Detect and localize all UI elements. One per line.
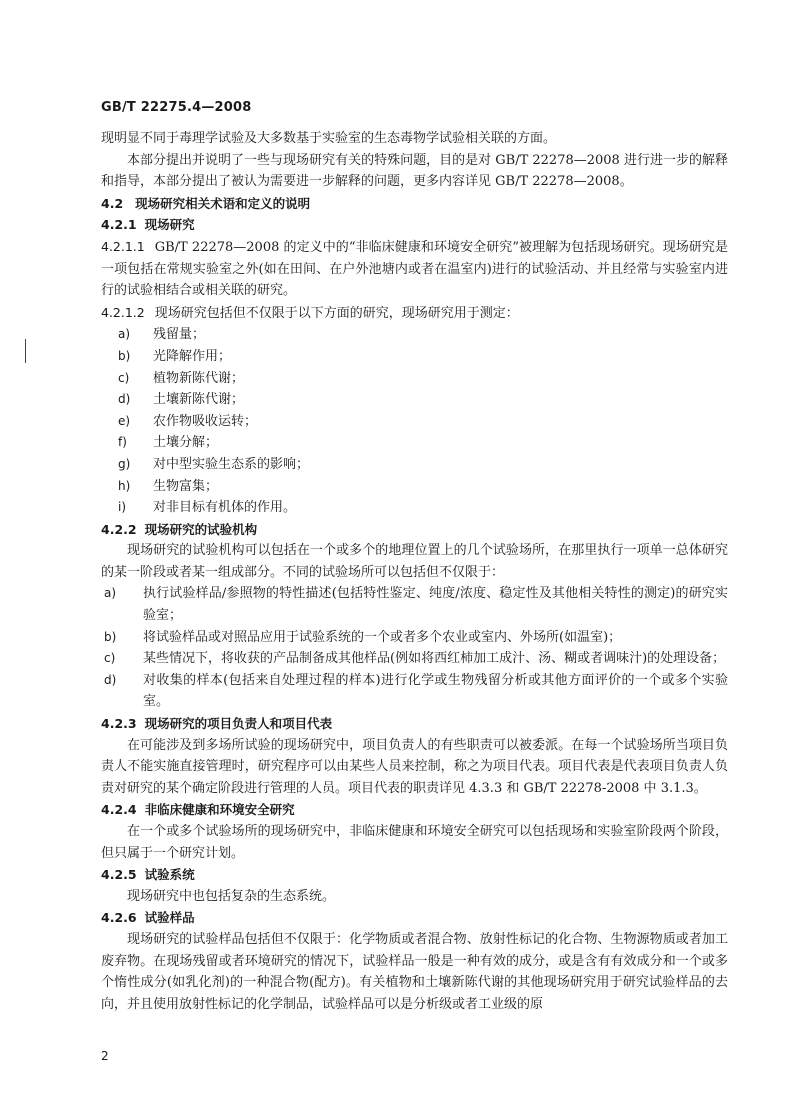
page-body <box>101 128 728 1015</box>
list-item-text: 生物富集； <box>153 478 219 494</box>
section-title: 现场研究相关术语和定义的说明 <box>135 195 311 211</box>
section-title: 现场研究的项目负责人和项目代表 <box>144 716 333 732</box>
list-item-text: 残留量； <box>153 327 206 343</box>
list-marker: d) <box>118 392 131 407</box>
list-item <box>101 670 728 713</box>
clause-number: 4.2.1.2 <box>101 304 145 320</box>
section-title: 现场研究 <box>144 217 195 233</box>
list-item <box>101 411 728 433</box>
list-item-text: 对收集的样本(包括来自处理过程的样本)进行化学或生物残留分析或其他方面评价的一个或多个实验室。 <box>143 672 728 710</box>
section-4-2-4-heading <box>101 799 728 821</box>
section-title: 非临床健康和环境安全研究 <box>144 802 295 818</box>
section-number: 4.2.6 <box>101 910 137 926</box>
section-number: 4.2.2 <box>101 521 137 537</box>
list-item-text: 土壤分解； <box>153 435 219 451</box>
list-item <box>101 648 728 670</box>
clause-text: 现场研究包括但不仅限于以下方面的研究，现场研究用于测定： <box>154 305 519 321</box>
section-4-2-heading <box>101 193 728 215</box>
section-title: 现场研究的试验机构 <box>144 521 258 537</box>
clause-number: 4.2.1.1 <box>101 238 145 254</box>
list-item <box>101 346 728 368</box>
section-title: 试验系统 <box>144 867 195 883</box>
list-item <box>101 454 728 476</box>
list-item <box>101 476 728 498</box>
intro-paragraph: 本部分提出并说明了一些与现场研究有关的特殊问题，目的是对 GB/T 22278—2008 进行进一步的解释和指导，本部分提出了被认为需要进一步解释的问题，更多内容详见 GB/T 22278—2008。 <box>101 152 728 190</box>
section-4-2-5-paragraph: 现场研究中也包括复杂的生态系统。 <box>127 888 336 904</box>
section-number: 4.2.5 <box>101 867 137 883</box>
list-item <box>101 389 728 411</box>
list-marker: c) <box>104 651 116 666</box>
document-header-code: GB/T 22275.4—2008 <box>101 100 252 115</box>
list-item-text: 将试验样品或对照品应用于试验系统的一个或者多个农业或室内、外场所(如温室)； <box>143 629 622 645</box>
clause-4-2-1-2 <box>101 302 728 325</box>
section-number: 4.2.1 <box>101 217 137 233</box>
section-number: 4.2 <box>101 195 124 211</box>
list-marker: e) <box>118 413 131 428</box>
list-marker: i) <box>118 500 127 515</box>
list-item-text: 某些情况下，将收获的产品制备成其他样品(例如将西红柿加工成汁、汤、糊或者调味汁)的处理设备； <box>143 651 726 667</box>
list-marker: a) <box>104 586 117 601</box>
page-number: 2 <box>101 1049 109 1063</box>
list-item-text: 对中型实验生态系的影响； <box>153 456 310 472</box>
list-marker: b) <box>118 348 131 363</box>
list-item-text: 对非目标有机体的作用。 <box>153 500 297 516</box>
list-item <box>101 368 728 390</box>
list-item-text: 农作物吸收运转； <box>153 413 258 429</box>
list-marker: h) <box>118 478 131 493</box>
section-4-2-1-heading <box>101 214 728 236</box>
list-marker: c) <box>118 370 130 385</box>
section-4-2-5-heading <box>101 864 728 886</box>
list-item-text: 植物新陈代谢； <box>153 370 245 386</box>
list-marker: d) <box>104 672 117 687</box>
section-4-2-3-paragraph: 在可能涉及到多场所试验的现场研究中，项目负责人的有些职责可以被委派。在每一个试验场所当项目负责人不能实施直接管理时，研究程序可以由某些人员来控制，称之为项目代表。项目代表是代表项目负责人负责对研究的某个确定阶段进行管理的人员。项目代表的职责详见 4.3.3 和 GB/T 22278-2008 中 3.1.3。 <box>101 737 728 796</box>
test-sites-list <box>101 583 728 713</box>
list-marker: g) <box>118 456 131 471</box>
list-marker: f) <box>118 435 127 450</box>
clause-text: GB/T 22278—2008 的定义中的“非临床健康和环境安全研究”被理解为包括现场研究。现场研究是一项包括在常规实验室之外(如在田间、在户外池塘内或者在温室内)进行的试验活动、并且经常与实验室内进行的试验相结合或相关联的研究。 <box>101 239 728 299</box>
list-item <box>101 627 728 649</box>
list-marker: b) <box>104 629 117 644</box>
section-number: 4.2.3 <box>101 716 137 732</box>
section-4-2-6-heading <box>101 907 728 929</box>
scan-margin-mark <box>25 339 26 363</box>
section-4-2-2-paragraph: 现场研究的试验机构可以包括在一个或多个的地理位置上的几个试验场所，在那里执行一项单一总体研究的某一阶段或者某一组成部分。不同的试验场所可以包括但不仅限于： <box>101 543 728 580</box>
section-4-2-2-heading <box>101 519 728 541</box>
section-4-2-4-paragraph: 在一个或多个试验场所的现场研究中，非临床健康和环境安全研究可以包括现场和实验室阶段两个阶段，但只属于一个研究计划。 <box>101 824 728 861</box>
list-item <box>101 497 728 519</box>
list-item-text: 执行试验样品/参照物的特性描述(包括特性鉴定、纯度/浓度、稳定性及其他相关特性的测定)的研究实验室； <box>143 586 728 624</box>
field-study-measures-list <box>101 324 728 518</box>
section-4-2-6-paragraph: 现场研究的试验样品包括但不仅限于：化学物质或者混合物、放射性标记的化合物、生物源物质或者加工废弃物。在现场残留或者环境研究的情况下，试验样品一般是一种有效的成分，或是含有有效成分和一个或多个惰性成分(如乳化剂)的一种混合物(配方)。有关植物和土壤新陈代谢的其他现场研究用于研究试验样品的去向，并且使用放射性标记的化学制品，试验样品可以是分析级或者工业级的原 <box>101 931 728 1012</box>
list-item-text: 土壤新陈代谢； <box>153 392 245 408</box>
list-item-text: 光降解作用； <box>153 348 232 364</box>
list-item <box>101 583 728 626</box>
intro-line: 现明显不同于毒理学试验及大多数基于实验室的生态毒物学试验相关联的方面。 <box>101 131 557 146</box>
list-marker: a) <box>118 327 131 342</box>
list-item <box>101 432 728 454</box>
clause-4-2-1-1 <box>101 236 728 302</box>
section-number: 4.2.4 <box>101 802 137 818</box>
list-item <box>101 324 728 346</box>
section-4-2-3-heading <box>101 713 728 735</box>
section-title: 试验样品 <box>144 910 195 926</box>
